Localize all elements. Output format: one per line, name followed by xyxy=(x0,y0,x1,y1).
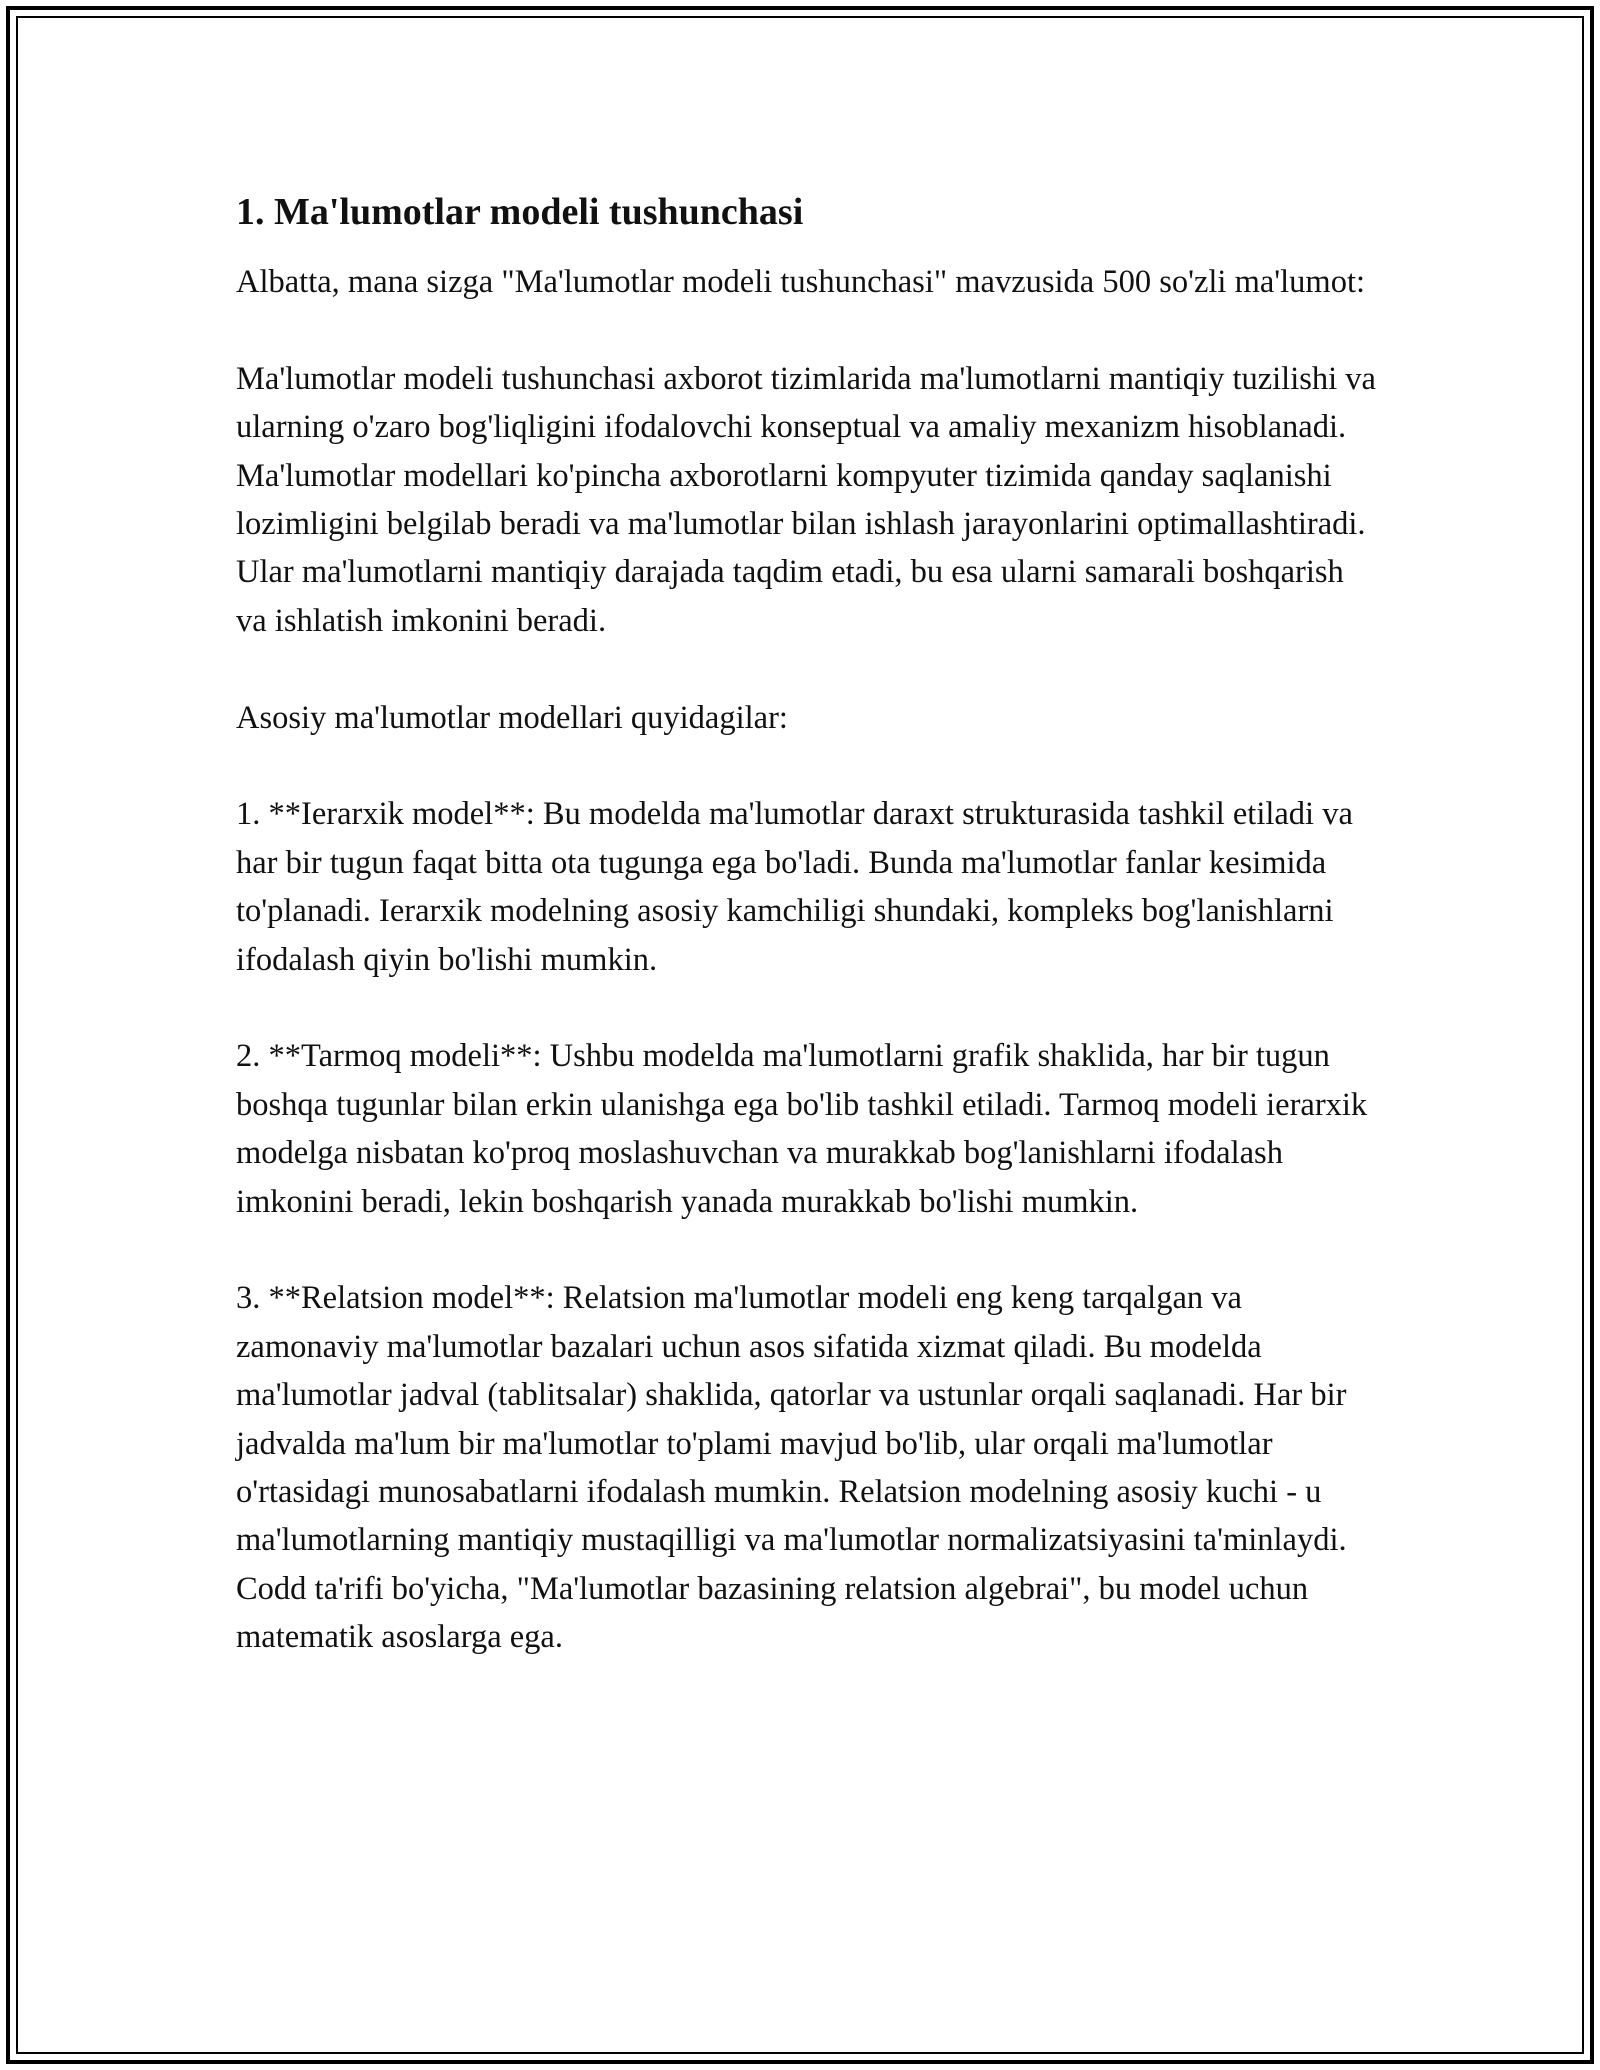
relational-model-paragraph: 3. **Relatsion model**: Relatsion ma'lumotlar modeli eng keng tarqalgan va zamonaviy ma'lumotlar bazalari uchun asos sifatida xizmat qiladi. Bu modelda ma'lumotlar jadval (tablitsalar) shaklida, qatorlar va ustunlar orqali saqlanadi. Har bir jadvalda ma'lum bir ma'lumotlar to'plami mavjud bo'lib, ular orqali ma'lumotlar o'rtasidagi munosabatlarni ifodalash mumkin. Relatsion modelning asosiy kuchi - u ma'lumotlarning mantiqiy mustaqilligi va ma'lumotlar normalizatsiyasini ta'minlaydi. Codd ta'rifi bo'yicha, "Ma'lumotlar bazasining relatsion algebrai", bu model uchun matematik asoslarga ega. xyxy=(236,1280,1347,1656)
models-list-intro: Asosiy ma'lumotlar modellari quyidagilar: xyxy=(236,699,788,736)
definition-paragraph: Ma'lumotlar modeli tushunchasi axborot tizimlarida ma'lumotlarni mantiqiy tuzilishi va ularning o'zaro bog'liqligini ifodalovchi konseptual va amaliy mexanizm hisoblanadi. Ma'lumotlar modellari ko'pincha axborotlarni kompyuter tizimida qanday saqlanishi lozimligini belgilab beradi va ma'lumotlar bilan ishlash jarayonlarini optimallashtiradi. Ular ma'lumotlarni mantiqiy darajada taqdim etadi, bu esa ularni samarali boshqarish va ishlatish imkonini beradi. xyxy=(236,360,1376,639)
document-body xyxy=(236,188,1381,1710)
network-model-paragraph: 2. **Tarmoq modeli**: Ushbu modelda ma'lumotlarni grafik shaklida, har bir tugun boshqa tugunlar bilan erkin ulanishga ega bo'lib tashkil etiladi. Tarmoq modeli ierarxik modelga nisbatan ko'proq moslashuvchan va murakkab bog'lanishlarni ifodalash imkonini beradi, lekin boshqarish yanada murakkab bo'lishi mumkin. xyxy=(236,1038,1368,1220)
section-heading: 1. Ma'lumotlar modeli tushunchasi xyxy=(236,191,804,233)
hierarchical-model-paragraph: 1. **Ierarxik model**: Bu modelda ma'lumotlar daraxt strukturasida tashkil etiladi va har bir tugun faqat bitta ota tugunga ega bo'ladi. Bunda ma'lumotlar fanlar kesimida to'planadi. Ierarxik modelning asosiy kamchiligi shundaki, kompleks bog'lanishlarni ifodalash qiyin bo'lishi mumkin. xyxy=(236,796,1353,978)
intro-paragraph: Albatta, mana sizga "Ma'lumotlar modeli tushunchasi" mavzusida 500 so'zli ma'lumot: xyxy=(236,264,1366,300)
